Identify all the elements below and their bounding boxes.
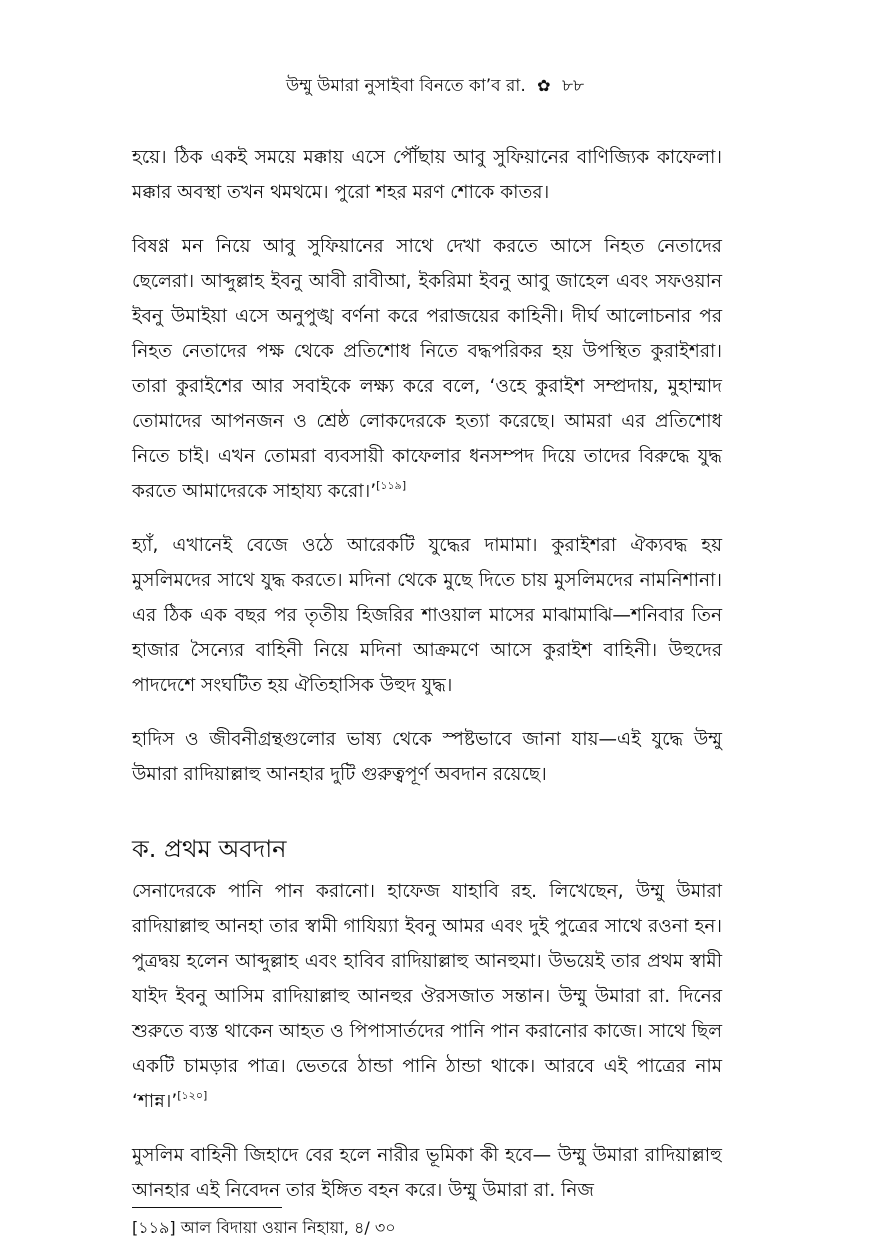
footnote-reference-119[interactable]: [১১৯]	[376, 479, 407, 492]
section-heading: ক. প্রথম অবদান	[132, 835, 287, 863]
footnote-reference-120[interactable]: [১২০]	[177, 1089, 208, 1102]
header-title: উম্মু উমারা নুসাইবা বিনতে কা’ব রা.	[285, 76, 526, 96]
flower-ornament-icon: ✿	[537, 76, 551, 95]
paragraph-2-text: বিষণ্ণ মন নিয়ে আবু সুফিয়ানের সাথে দেখা করতে আসে নিহত নেতাদের ছেলেরা। আব্দুল্লাহ ইবনু আবী রাবীআ, ইকরিমা ইবনু আবু জাহেল এবং সফওয়ান ইবনু উমাইয়া এসে অনুপুঙ্খ বর্ণনা করে পরাজয়ের কাহিনী। দীর্ঘ আলোচনার পর নিহত নেতাদের পক্ষ থেকে প্রতিশোধ নিতে বদ্ধপরিকর হয় উপস্থিত কুরাইশরা। তারা কুরাইশের আর সবাইকে লক্ষ্য করে বলে, ‘ওহে কুরাইশ সম্প্রদায়, মুহাম্মাদ তোমাদের আপনজন ও শ্রেষ্ঠ লোকদেরকে হত্যা করেছে। আমরা এর প্রতিশোধ নিতে চাই। এখন তোমরা ব্যবসায়ী কাফেলার ধনসম্পদ দিয়ে তাদের বিরুদ্ধে যুদ্ধ করতে আমাদেরকে সাহায্য করো।’	[132, 236, 722, 502]
running-header	[0, 74, 870, 98]
paragraph-3: হ্যাঁ, এখানেই বেজে ওঠে আরেকটি যুদ্ধের দামামা। কুরাইশরা ঐক্যবদ্ধ হয় মুসলিমদের সাথে যুদ্ধ করতে। মদিনা থেকে মুছে দিতে চায় মুসলিমদের নামনিশানা। এর ঠিক এক বছর পর তৃতীয় হিজরির শাওয়াল মাসের মাঝামাঝি—শনিবার তিন হাজার সৈন্যের বাহিনী নিয়ে মদিনা আক্রমণে আসে কুরাইশ বাহিনী। উহুদের পাদদেশে সংঘটিত হয় ঐতিহাসিক উহুদ যুদ্ধ।	[132, 535, 722, 696]
paragraph-5	[132, 874, 722, 1119]
paragraph-4: হাদিস ও জীবনীগ্রন্থগুলোর ভাষ্য থেকে স্পষ্টভাবে জানা যায়—এই যুদ্ধে উম্মু উমারা রাদিয়াল্লাহু আনহার দুটি গুরুত্বপূর্ণ অবদান রয়েছে।	[132, 729, 722, 785]
footnote-119: [১১৯] আল বিদায়া ওয়ান নিহায়া, ৪/ ৩০	[132, 1218, 396, 1237]
page-number: ৮৮	[561, 76, 585, 96]
footnote-divider	[132, 1207, 282, 1208]
body-text	[132, 140, 722, 1227]
paragraph-5-text: সেনাদেরকে পানি পান করানো। হাফেজ যাহাবি রহ. লিখেছেন, উম্মু উমারা রাদিয়াল্লাহু আনহা তার স্বামী গাযিয়্যা ইবনু আমর এবং দুই পুত্রের সাথে রওনা হন। পুত্রদ্বয় হলেন আব্দুল্লাহ এবং হাবিব রাদিয়াল্লাহু আনহুমা। উভয়েই তার প্রথম স্বামী যাইদ ইবনু আসিম রাদিয়াল্লাহু আনহুর ঔরসজাত সন্তান। উম্মু উমারা রা. দিনের শুরুতে ব্যস্ত থাকেন আহত ও পিপাসার্তদের পানি পান করানোর কাজে। সাথে ছিল একটি চামড়ার পাত্র। ভেতরে ঠান্ডা পানি ঠান্ডা থাকে। আরবে এই পাত্রের নাম ‘শান্ন।’	[132, 881, 722, 1112]
paragraph-2	[132, 229, 722, 509]
paragraph-1: হয়ে। ঠিক একই সময়ে মক্কায় এসে পৌঁছায় আবু সুফিয়ানের বাণিজ্যিক কাফেলা। মক্কার অবস্থা তখন থমথমে। পুরো শহর মরণ শোকে কাতর।	[132, 147, 722, 203]
paragraph-6: মুসলিম বাহিনী জিহাদে বের হলে নারীর ভূমিকা কী হবে— উম্মু উমারা রাদিয়াল্লাহু আনহার এই নিবেদন তার ইঙ্গিত বহন করে। উম্মু উমারা রা. নিজ	[132, 1145, 722, 1201]
